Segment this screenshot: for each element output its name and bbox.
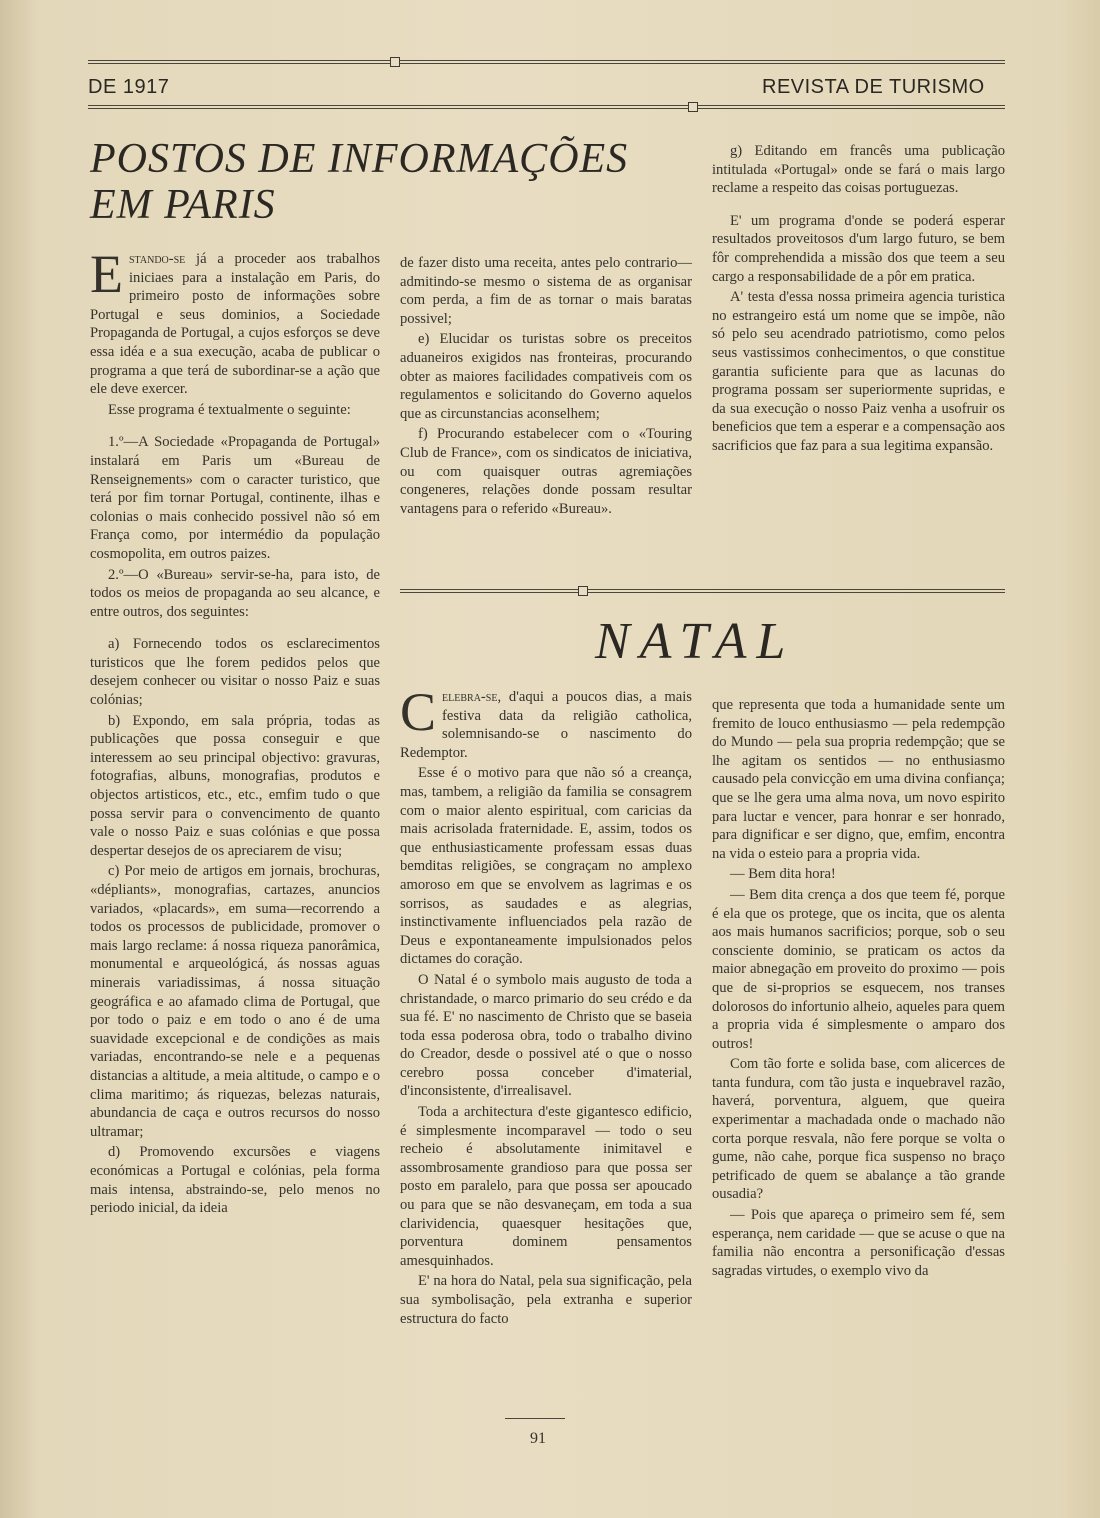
article-title-postos	[90, 136, 650, 228]
paragraph: Com tão forte e solida base, com alicerces de tanta fundura, com tão justa e inquebravel razão, haverá, porventura, alguem, que queira experimentar a machadada onde o machado não corta porque resvala, não fere porque se volta o gume, não cahe, porque fica suspenso no braço petrificado de quem se abalançe a tão grande ousadia?	[712, 1056, 1005, 1203]
list-item-b: b) Expondo, em sala própria, todas as publicações que possa conseguir e que interessem ao seu principal objectivo: gravuras, fotografias, albuns, monografias, produtos e objectos artisticos, etc., etc., emfim tudo o que possa servir para o convencimento de quanto vale o nosso Paiz e suas colónias e que possa despertar desejos de os apreciarem de visu;	[90, 712, 380, 859]
lead-smallcaps: stando-se	[129, 251, 186, 267]
paragraph: — Bem dita hora!	[730, 866, 836, 883]
list-item-g: g) Editando em francês uma publicação intitulada «Portugal» onde se fará o mais largo reclame a respeito das coisas portuguezas.	[712, 143, 1005, 197]
article1-lead-paragraph	[90, 244, 381, 399]
paragraph: d'aqui a poucos dias, a mais festiva data da religião catholica, solemnisando-se o nascimento do Redemptor.	[400, 689, 692, 761]
list-item-e: e) Elucidar os turistas sobre os preceitos aduaneiros exigidos nas fronteiras, procurando obter as maiores facilidades compativeis com os regulamentos e solicitando do Governo aquelos que as circunstancias aconselhem;	[400, 331, 692, 422]
header-rule-bottom	[88, 105, 1005, 109]
article2-column-2	[400, 682, 692, 1330]
article1-column-2	[400, 254, 692, 520]
list-item-f: f) Procurando estabelecer com o «Touring Club de France», com os sindicatos de iniciativa, ou com quaisquer outras agremiações congeneres, relações donde possam resultar vantagens para o referido «Bureau».	[400, 426, 692, 517]
header-right: REVISTA DE TURISMO	[762, 76, 985, 98]
paragraph: O Natal é o symbolo mais augusto de toda a christandade, o marco primario do seu crédo e da sua fé. E' no nascimento de Christo que se baseia toda essa poderosa obra, todo o trabalho divino do Creador, desde o possivel até o que o nosso cerebro possa conceber d'imaterial, d'inconsistente, d'irrealisavel.	[400, 971, 692, 1100]
page-number: 91	[530, 1430, 546, 1447]
paragraph: 1.º—A Sociedade «Propaganda de Portugal» instalará em Paris um «Bureau de Renseignements» com o caracter turistico, que terá por fim tornar Portugal, continente, ilhas e colonias o mais conhecido possivel não só em França como, por intermédio da população cosmopolita, em outros paizes.	[90, 434, 380, 562]
dropcap-c: C	[400, 682, 437, 742]
header-ornament-top	[390, 57, 400, 67]
separator-ornament	[578, 586, 588, 596]
article-title-natal: NATAL	[595, 613, 796, 670]
paragraph: Toda a architectura d'este gigantesco edificio, é simplesmente incomparavel — todo o seu recheio é absolutamente inimitavel e assombrosamente grandioso para que possa ser posto em paralelo, para que possa ser apoucado ou para que se não desvaneçam, em toda a sua clarividencia, quaesquer hesitações que, porventura dominem pensamentos amesquinhados.	[400, 1104, 692, 1269]
paragraph: — Bem dita crença a dos que teem fé, porque é ela que os protege, que os incita, que os alenta aos mais humanos sacrificios; porque, sob o seu consciente dominio, se praticam os actos da maior abnegação em proveito do proximo — pois que de si-proprios se esquecem, nos transes dolorosos do infortunio alheio, aqueles para quem a propria vida é simplesmente o amparo dos outros!	[712, 886, 1005, 1052]
header-left: DE 1917	[88, 76, 170, 98]
article-title-line1: POSTOS DE INFORMAÇÕES	[90, 136, 629, 182]
paragraph: 2.º—O «Bureau» servir-se-ha, para isto, de todos os meios de propaganda ao seu alcance, e entre outros, dos seguintes:	[90, 566, 380, 620]
header-ornament-bottom	[688, 102, 698, 112]
article2-lead-paragraph	[400, 682, 692, 762]
paragraph: E' na hora do Natal, pela sua significação, pela sua symbolisação, pela extranha e superior estructura do facto	[400, 1273, 692, 1327]
article1-column-3	[712, 142, 1005, 458]
lead-smallcaps: elebra-se,	[442, 689, 502, 705]
paragraph: A' testa d'essa nossa primeira agencia turistica no estrangeiro está um nome que se impõe, não só pelo seu acendrado patriotismo, como pelos seus vastissimos conhecimentos, o que constitue garantia suficiente para que as lacunas do programa possam ser superiormente supridas, e da sua execução o nosso Paiz venha a usofruir os beneficios que tem a esperar e a compensação aos sacrificios que faz para a sua legitima expansão.	[712, 289, 1005, 454]
header-rule-top	[88, 60, 1005, 64]
list-item-a: a) Fornecendo todos os esclarecimentos turisticos que lhe forem pedidos pelos que desejem conhecer ou visitar o nosso Paiz e suas colónias;	[90, 636, 380, 709]
paragraph: E' um programa d'onde se poderá esperar resultados proveitosos d'um largo futuro, se bem fôr comprehendida a missão dos que teem a seu cargo a responsabilidade de a pôr em pratica.	[712, 212, 1005, 285]
paragraph: Esse é o motivo para que não só a creança, mas, tambem, a religião da familia se consagrem com o maior alento espiritual, com caricias da mais acrisolada fraternidade. E, assim, todos os que enthusiasticamente professam essas duas bemditas religiões, se congraçam no amplexo amoroso em que se envolvem as lagrimas e os sorrisos, as saudades e as alegrias, instinctivamente influenciados pela razão de Deus e expontaneamente impulsionados pelos dictames do coração.	[400, 765, 692, 968]
paragraph: de fazer disto uma receita, antes pelo contrario—admitindo-se mesmo o sistema de as organisar com perda, a fim de as tornar o mais baratas possivel;	[400, 255, 692, 327]
article1-column-1	[90, 244, 381, 1220]
section-separator	[400, 589, 1005, 593]
list-item-d: d) Promovendo excursões e viagens económicas a Portugal e colónias, pela forma mais intensa, abstraindo-se, pelo menos no periodo inicial, da ideia	[90, 1144, 380, 1217]
paragraph: já a proceder aos trabalhos iniciaes para a instalação em Paris, do primeiro posto de informações sobre Portugal e seus dominios, a Sociedade Propaganda de Portugal, a cujos esforços se deve essa idéa e a sua execução, acaba de publicar o programa a que terá de subordinar-se a ação que ele deve exercer.	[90, 251, 381, 398]
article2-column-3	[712, 696, 1005, 1282]
paragraph: — Pois que apareça o primeiro sem fé, sem esperança, nem caridade — que se acuse o que na familia não encontra a personificação d'essas sagradas virtudes, o exemplo vivo da	[712, 1207, 1005, 1279]
paragraph: Esse programa é textualmente o seguinte:	[108, 401, 351, 418]
list-item-c: c) Por meio de artigos em jornais, brochuras, «dépliants», monografias, cartazes, anuncios variados, «placards», em suma—recorrendo a todos os processos de publicidade, promover o mais largo reclame: á nossa riqueza panorâmica, monumental e arqueológicá, ás nossas aguas minerais variadissimas, á nossa situação geográfica e ao afamado clima de Portugal, que por todo o paiz e em todo o ano é de uma suavidade excepcional e de condições as mais variadas, encontrando-se nele e a pequenas distancias a altitude, a meia altitude, o campo e o clima maritimo; ás riquezas, belezas naturais, abundancia de caça e outros recursos do nosso ultramar;	[90, 863, 380, 1140]
paragraph: que representa que toda a humanidade sente um fremito de louco enthusiasmo — pela redempção do Mundo — pela sua propria redempção; que se lhe agitam os sentidos — no enthusiasmo causado pela convicção em uma divina confiança; que se lhe gera uma alma nova, um novo espirito para luctar e vencer, para honrar e ser honrado, para dignificar e ser digno, que, emfim, encontra na vida o esteio para a propria vida.	[712, 697, 1005, 862]
dropcap-e: E	[90, 244, 123, 304]
footer-rule	[505, 1418, 565, 1419]
article-title-line2: EM PARIS	[90, 182, 276, 228]
